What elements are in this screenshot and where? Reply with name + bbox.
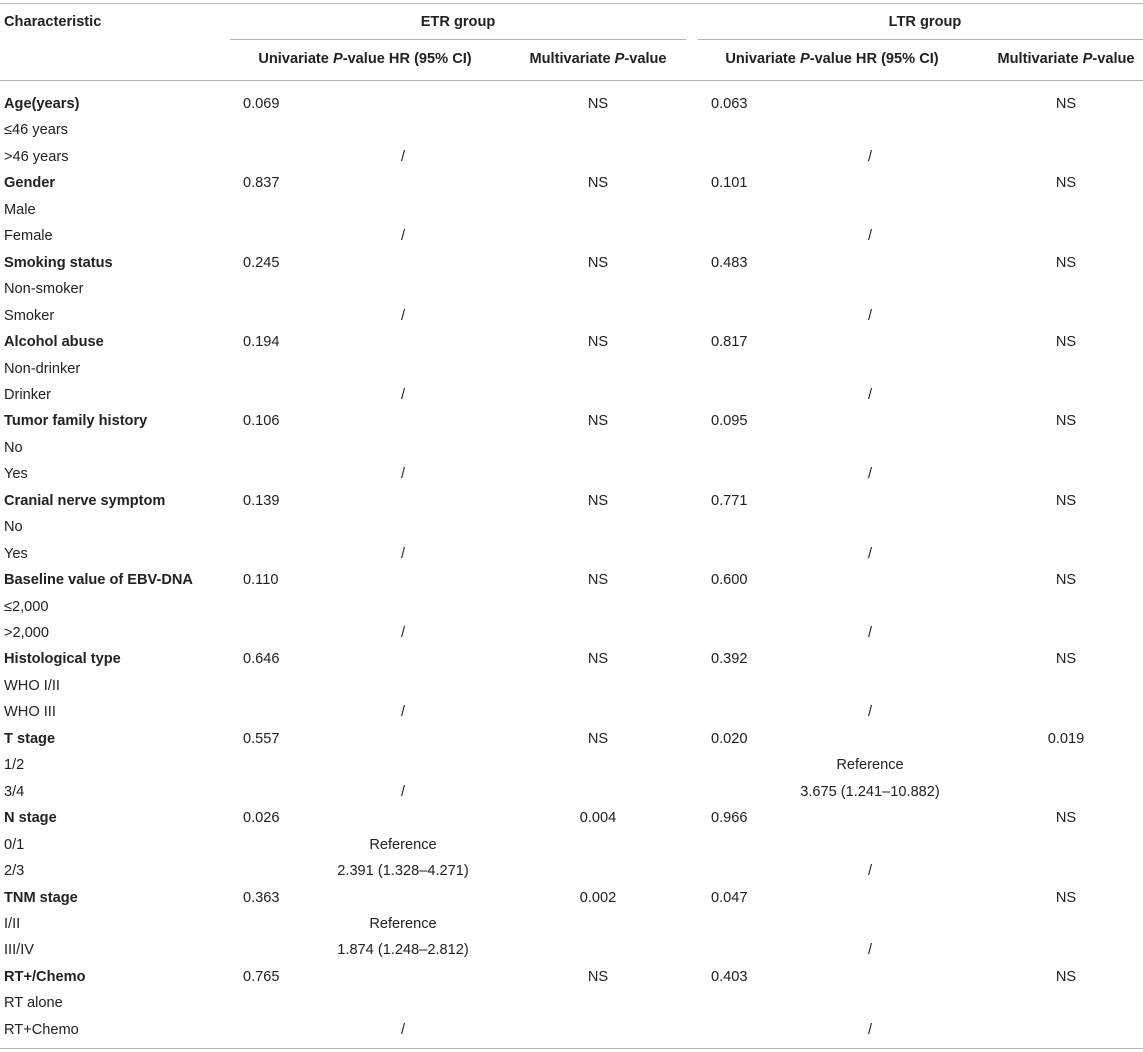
category-label: 0/1 — [4, 836, 25, 853]
etr-hazard-ratio: 2.391 (1.328–4.271) — [337, 863, 469, 880]
etr-univariate-p: 0.026 — [243, 810, 280, 827]
etr-multivariate-p: NS — [587, 651, 609, 668]
table-row — [0, 514, 1143, 540]
variable-label: Gender — [4, 175, 56, 192]
table-row — [0, 990, 1143, 1016]
category-label: ≤46 years — [4, 122, 68, 139]
table-row — [0, 911, 1143, 937]
etr-multivariate-p: NS — [587, 96, 609, 112]
ltr-multivariate-p: 0.019 — [1047, 730, 1085, 747]
etr-hazard-ratio: / — [400, 307, 406, 324]
table-row — [0, 858, 1143, 884]
etr-multivariate-p: NS — [587, 413, 609, 430]
etr-univariate-p: 0.110 — [243, 572, 279, 589]
table-row — [0, 223, 1143, 249]
ltr-multivariate-p: NS — [1055, 651, 1077, 668]
ltr-multivariate-p: NS — [1055, 572, 1077, 589]
etr-hazard-ratio: / — [400, 228, 406, 245]
table-row — [0, 1017, 1143, 1043]
etr-univariate-p: 0.557 — [243, 730, 280, 747]
table-row — [0, 250, 1143, 276]
ltr-multivariate-p: NS — [1055, 413, 1077, 430]
table-row — [0, 937, 1143, 963]
table-row — [0, 646, 1143, 672]
variable-label: T stage — [4, 730, 56, 747]
etr-hazard-ratio: 1.874 (1.248–2.812) — [337, 942, 469, 959]
ltr-univariate-p: 0.020 — [711, 730, 748, 747]
category-label: Smoker — [4, 307, 55, 324]
table-row — [0, 117, 1143, 143]
ltr-multivariate-p: NS — [1055, 96, 1077, 112]
bottom-rule — [0, 1048, 1143, 1049]
ltr-hazard-ratio: / — [867, 863, 873, 880]
etr-multivariate-p: NS — [587, 334, 609, 351]
table-row — [0, 435, 1143, 461]
ltr-univariate-p: 0.063 — [711, 96, 748, 112]
table-row — [0, 329, 1143, 355]
category-label: WHO III — [4, 704, 56, 721]
category-label: RT+Chemo — [4, 1021, 79, 1038]
etr-hazard-ratio: / — [400, 625, 406, 641]
category-label: No — [4, 439, 23, 456]
category-label: Yes — [4, 545, 28, 562]
header-ltr-univariate: Univariate P-value HR (95% CI) — [725, 51, 939, 67]
table-row — [0, 303, 1143, 329]
ltr-univariate-p: 0.600 — [711, 572, 748, 589]
variable-label: Alcohol abuse — [4, 334, 104, 351]
category-label: Female — [4, 228, 53, 245]
header-ltr-multivariate: Multivariate P-value — [997, 51, 1135, 67]
ltr-univariate-p: 0.095 — [711, 413, 748, 430]
category-label: Yes — [4, 466, 28, 483]
etr-multivariate-p: NS — [587, 492, 609, 509]
variable-label: N stage — [4, 810, 57, 827]
table-row — [0, 144, 1143, 170]
table-row — [0, 699, 1143, 725]
ltr-univariate-p: 0.771 — [711, 492, 748, 509]
header-characteristic: Characteristic — [4, 14, 102, 30]
etr-univariate-p: 0.106 — [243, 413, 280, 430]
category-label: >46 years — [4, 148, 69, 165]
table-row — [0, 673, 1143, 699]
etr-univariate-p: 0.245 — [243, 254, 280, 271]
etr-multivariate-p: NS — [587, 968, 609, 985]
table-row — [0, 461, 1143, 487]
etr-hazard-ratio: / — [400, 704, 406, 721]
ltr-hazard-ratio: / — [867, 545, 873, 562]
table-row — [0, 541, 1143, 567]
etr-univariate-p: 0.646 — [243, 651, 280, 668]
etr-group-rule — [230, 39, 686, 40]
etr-univariate-p: 0.363 — [243, 889, 280, 906]
table-row — [0, 170, 1143, 196]
ltr-univariate-p: 0.483 — [711, 254, 748, 271]
ltr-hazard-ratio: / — [867, 386, 873, 403]
ltr-hazard-ratio: / — [867, 625, 873, 641]
variable-label: Tumor family history — [4, 413, 148, 430]
ltr-univariate-p: 0.966 — [711, 810, 748, 827]
table-row — [0, 91, 1143, 117]
ltr-group-rule — [698, 39, 1143, 40]
ltr-multivariate-p: NS — [1055, 810, 1077, 827]
table-row — [0, 197, 1143, 223]
table-row — [0, 620, 1143, 646]
category-label: No — [4, 519, 23, 536]
ltr-univariate-p: 0.392 — [711, 651, 748, 668]
table-row — [0, 488, 1143, 514]
etr-hazard-ratio: Reference — [369, 836, 437, 853]
ltr-univariate-p: 0.101 — [711, 175, 748, 192]
ltr-hazard-ratio: / — [867, 704, 873, 721]
etr-univariate-p: 0.194 — [243, 334, 280, 351]
ltr-hazard-ratio: / — [867, 148, 873, 165]
category-label: Non-drinker — [4, 360, 81, 377]
ltr-univariate-p: 0.817 — [711, 334, 748, 351]
etr-univariate-p: 0.069 — [243, 96, 280, 112]
ltr-hazard-ratio: 3.675 (1.241–10.882) — [800, 783, 940, 800]
category-label: Male — [4, 201, 36, 218]
variable-label: TNM stage — [4, 889, 78, 906]
etr-hazard-ratio: Reference — [369, 915, 437, 932]
etr-multivariate-p: 0.004 — [579, 810, 617, 827]
etr-multivariate-p: NS — [587, 572, 609, 589]
ltr-multivariate-p: NS — [1055, 334, 1077, 351]
etr-multivariate-p: 0.002 — [579, 889, 617, 906]
table-row — [0, 832, 1143, 858]
ltr-hazard-ratio: / — [867, 1021, 873, 1038]
etr-univariate-p: 0.837 — [243, 175, 280, 192]
table-row — [0, 356, 1143, 382]
etr-hazard-ratio: / — [400, 148, 406, 165]
ltr-hazard-ratio: / — [867, 228, 873, 245]
table-row — [0, 779, 1143, 805]
category-label: ≤2,000 — [4, 598, 49, 615]
table-row — [0, 567, 1143, 593]
ltr-univariate-p: 0.047 — [711, 889, 748, 906]
category-label: 3/4 — [4, 783, 25, 800]
category-label: 1/2 — [4, 757, 25, 774]
header-etr-univariate: Univariate P-value HR (95% CI) — [258, 51, 472, 67]
table-row — [0, 726, 1143, 752]
table-row — [0, 964, 1143, 990]
category-label: Drinker — [4, 386, 52, 403]
etr-multivariate-p: NS — [587, 175, 609, 192]
variable-label: Age(years) — [4, 96, 80, 112]
table-row — [0, 276, 1143, 302]
table-row — [0, 885, 1143, 911]
top-rule — [0, 3, 1143, 4]
category-label: WHO I/II — [4, 677, 60, 694]
etr-hazard-ratio: / — [400, 545, 406, 562]
category-label: >2,000 — [4, 625, 50, 641]
table-row — [0, 594, 1143, 620]
etr-univariate-p: 0.139 — [243, 492, 280, 509]
etr-univariate-p: 0.765 — [243, 968, 280, 985]
category-label: 2/3 — [4, 863, 25, 880]
header-etr-group: ETR group — [420, 14, 496, 30]
ltr-multivariate-p: NS — [1055, 889, 1077, 906]
ltr-hazard-ratio: / — [867, 307, 873, 324]
table-row — [0, 408, 1143, 434]
category-label: III/IV — [4, 942, 35, 959]
variable-label: Histological type — [4, 651, 121, 668]
ltr-multivariate-p: NS — [1055, 175, 1077, 192]
variable-label: Baseline value of EBV-DNA — [4, 572, 193, 589]
ltr-hazard-ratio: / — [867, 942, 873, 959]
ltr-univariate-p: 0.403 — [711, 968, 748, 985]
category-label: Non-smoker — [4, 281, 84, 298]
table-row — [0, 805, 1143, 831]
ltr-multivariate-p: NS — [1055, 968, 1077, 985]
etr-hazard-ratio: / — [400, 1021, 406, 1038]
table-row — [0, 752, 1143, 778]
etr-hazard-ratio: / — [400, 466, 406, 483]
variable-label: RT+/Chemo — [4, 968, 86, 985]
ltr-multivariate-p: NS — [1055, 254, 1077, 271]
header-bottom-rule — [0, 80, 1143, 81]
ltr-hazard-ratio: Reference — [836, 757, 904, 774]
header-ltr-group: LTR group — [888, 14, 962, 30]
etr-hazard-ratio: / — [400, 386, 406, 403]
header-etr-multivariate: Multivariate P-value — [529, 51, 667, 67]
ltr-multivariate-p: NS — [1055, 492, 1077, 509]
etr-multivariate-p: NS — [587, 254, 609, 271]
variable-label: Smoking status — [4, 254, 113, 271]
etr-hazard-ratio: / — [400, 783, 406, 800]
category-label: RT alone — [4, 995, 63, 1012]
variable-label: Cranial nerve symptom — [4, 492, 166, 509]
ltr-hazard-ratio: / — [867, 466, 873, 483]
category-label: I/II — [4, 915, 21, 932]
table-row — [0, 382, 1143, 408]
etr-multivariate-p: NS — [587, 730, 609, 747]
